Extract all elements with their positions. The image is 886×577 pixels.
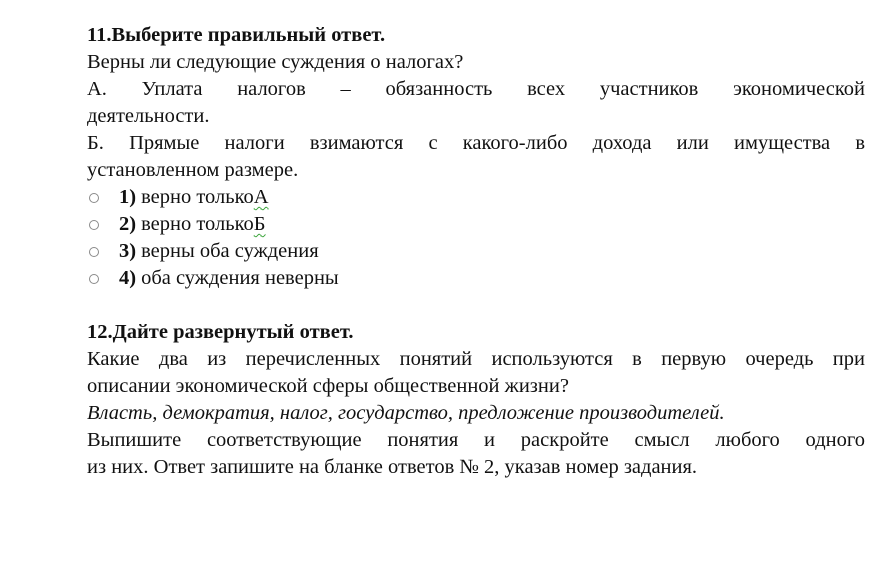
option-text: верно только: [141, 213, 254, 235]
option-number: 2): [119, 213, 137, 235]
task-12-instruction-line-2: из них. Ответ запишите на бланке ответов № 2, указав номер задания.: [87, 456, 698, 478]
statement-a-line-1: А. Уплата налогов – обязанность всех участников экономической: [87, 78, 865, 100]
statement-a-line-2: деятельности.: [87, 105, 210, 127]
option-text: верно только: [141, 186, 254, 208]
task-12-question-line-2: описании экономической сферы общественной жизни?: [87, 375, 569, 397]
option-number: 3): [119, 240, 137, 262]
radio-circle-icon[interactable]: [89, 274, 99, 284]
radio-circle-icon[interactable]: [89, 220, 99, 230]
option-text-marked: А: [253, 186, 269, 208]
statement-b-line-1: Б. Прямые налоги взимаются с какого-либо дохода или имущества в: [87, 132, 865, 154]
spacer: [87, 292, 865, 319]
task-12-title: 12.Дайте развернутый ответ.: [87, 321, 354, 343]
answer-option-4[interactable]: [89, 265, 865, 292]
task-12-terms: Власть, демократия, налог, государство, предложение производителей.: [87, 402, 725, 424]
task-11-question: Верны ли следующие суждения о налогах?: [87, 51, 464, 73]
option-number: 1): [119, 186, 137, 208]
task-12-question-line-1: Какие два из перечисленных понятий используются в первую очередь при: [87, 348, 865, 370]
option-text-marked: Б: [253, 213, 266, 235]
option-number: 4): [119, 267, 137, 289]
statement-b-line-2: установленном размере.: [87, 159, 299, 181]
answer-option-2[interactable]: [89, 211, 865, 238]
task-12-instruction-line-1: Выпишите соответствующие понятия и раскройте смысл любого одного: [87, 429, 865, 451]
task-11-title: 11.Выберите правильный ответ.: [87, 24, 386, 46]
option-text: оба суждения неверны: [141, 267, 339, 289]
answer-options: [87, 184, 865, 292]
document-page: [87, 22, 865, 481]
answer-option-1[interactable]: [89, 184, 865, 211]
radio-circle-icon[interactable]: [89, 193, 99, 203]
radio-circle-icon[interactable]: [89, 247, 99, 257]
option-text: верны оба суждения: [141, 240, 319, 262]
answer-option-3[interactable]: [89, 238, 865, 265]
